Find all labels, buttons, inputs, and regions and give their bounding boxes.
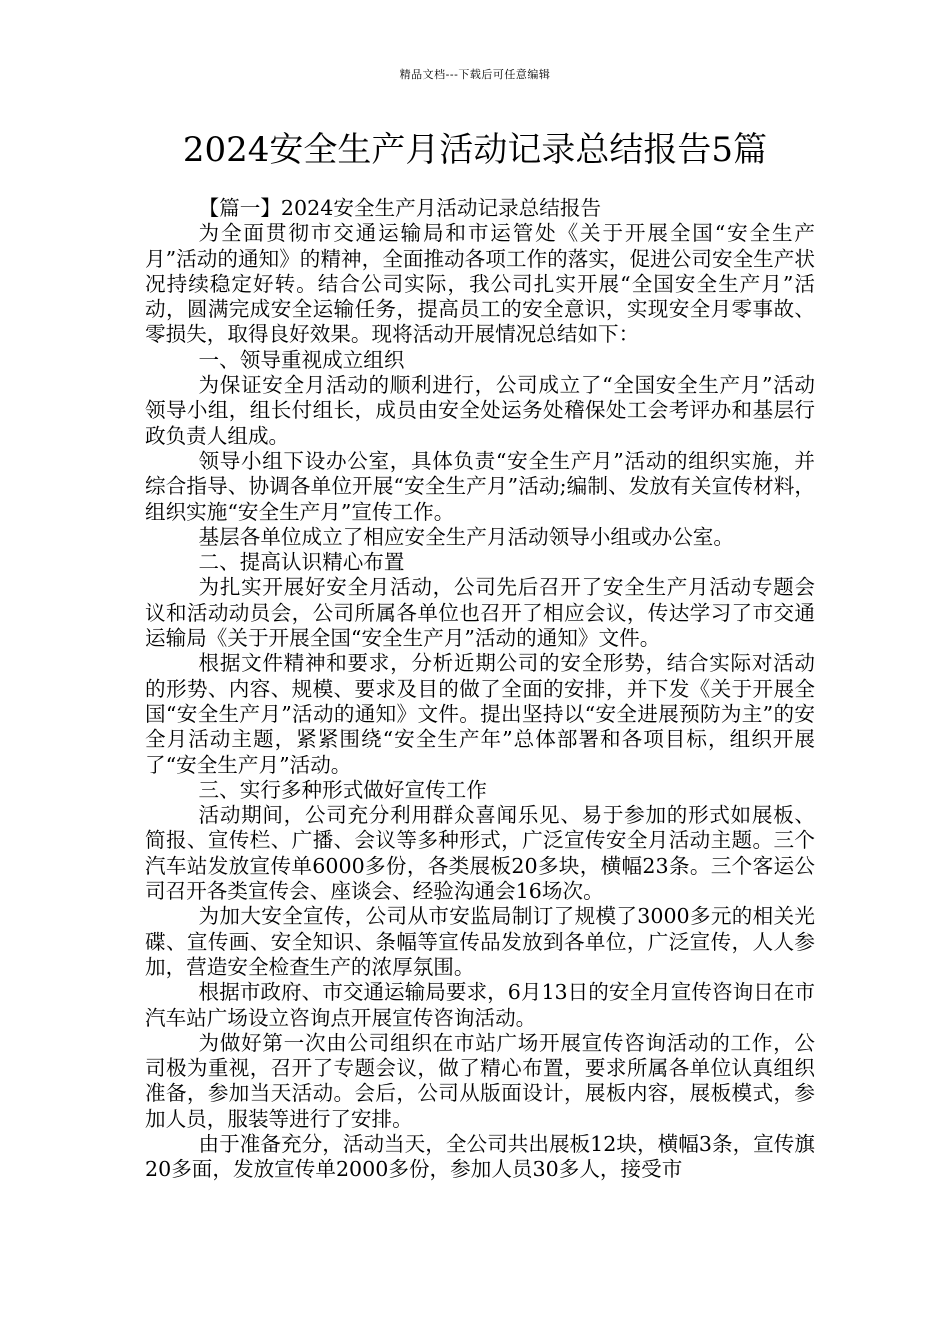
- document-title: 2024安全生产月活动记录总结报告5篇: [182, 130, 768, 170]
- body-paragraph: 为全面贯彻市交通运输局和市运管处《关于开展全国“安全生产月”活动的通知》的精神，全面推动各项工作的落实，促进公司安全生产状况持续稳定好转。结合公司实际，我公司扎实开展“全国安全生产月”活动，圆满完成安全运输任务，提高员工的安全意识，实现安全月零事故、零损失，取得良好效果。现将活动开展情况总结如下：: [145, 221, 815, 347]
- body-paragraph: 基层各单位成立了相应安全生产月活动领导小组或办公室。: [198, 524, 734, 549]
- document-body: [145, 196, 815, 1183]
- body-paragraph: 根据市政府、市交通运输局要求，6月13日的安全月宣传咨询日在市汽车站广场设立咨询点开展宣传咨询活动。: [145, 980, 815, 1030]
- body-paragraph: 由于准备充分，活动当天，全公司共出展板12块，横幅3条，宣传旗20多面，发放宣传单2000多份，参加人员30多人，接受市: [145, 1131, 815, 1182]
- section-heading-part-one: 【篇一】2024安全生产月活动记录总结报告: [198, 196, 602, 220]
- body-paragraph: 领导小组下设办公室，具体负责“安全生产月”活动的组织实施，并综合指导、协调各单位开展“安全生产月”活动;编制、发放有关宣传材料，组织实施“安全生产月”宣传工作。: [145, 448, 815, 524]
- header-note: 精品文档---下载后可任意编辑: [399, 68, 551, 81]
- body-paragraph: 为保证安全月活动的顺利进行，公司成立了“全国安全生产月”活动领导小组，组长付组长，成员由安全处运务处稽保处工会考评办和基层行政负责人组成。: [145, 373, 815, 448]
- section-heading: 三、实行多种形式做好宣传工作: [198, 777, 487, 802]
- body-paragraph: 根据文件精神和要求，分析近期公司的安全形势，结合实际对活动的形势、内容、规模、要求及目的做了全面的安排，并下发《关于开展全国“安全生产月”活动的通知》文件。提出坚持以“安全进展预防为主”的安全月活动主题，紧紧围绕“安全生产年”总体部署和各项目标，组织开展了“安全生产月”活动。: [145, 651, 816, 777]
- body-paragraph: 为扎实开展好安全月活动，公司先后召开了安全生产月活动专题会议和活动动员会，公司所属各单位也召开了相应会议，传达学习了市交通运输局《关于开展全国“安全生产月”活动的通知》文件。: [145, 575, 815, 651]
- section-heading: 一、领导重视成立组织: [198, 347, 405, 372]
- section-heading: 二、提高认识精心布置: [198, 550, 405, 575]
- body-paragraph: 活动期间，公司充分利用群众喜闻乐见、易于参加的形式如展板、简报、宣传栏、广播、会议等多种形式，广泛宣传安全月活动主题。三个汽车站发放宣传单6000多份，各类展板20多块，横幅23条。三个客运公司召开各类宣传会、座谈会、经验沟通会16场次。: [145, 803, 815, 904]
- body-paragraph: 为做好第一次由公司组织在市站广场开展宣传咨询活动的工作，公司极为重视，召开了专题会议，做了精心布置，要求所属各单位认真组织准备，参加当天活动。会后，公司从版面设计，展板内容，展板模式，参加人员，服装等进行了安排。: [145, 1030, 815, 1131]
- body-paragraph: 为加大安全宣传，公司从市安监局制订了规模了3000多元的相关光碟、宣传画、安全知识、条幅等宣传品发放到各单位，广泛宣传，人人参加，营造安全检查生产的浓厚氛围。: [145, 904, 815, 979]
